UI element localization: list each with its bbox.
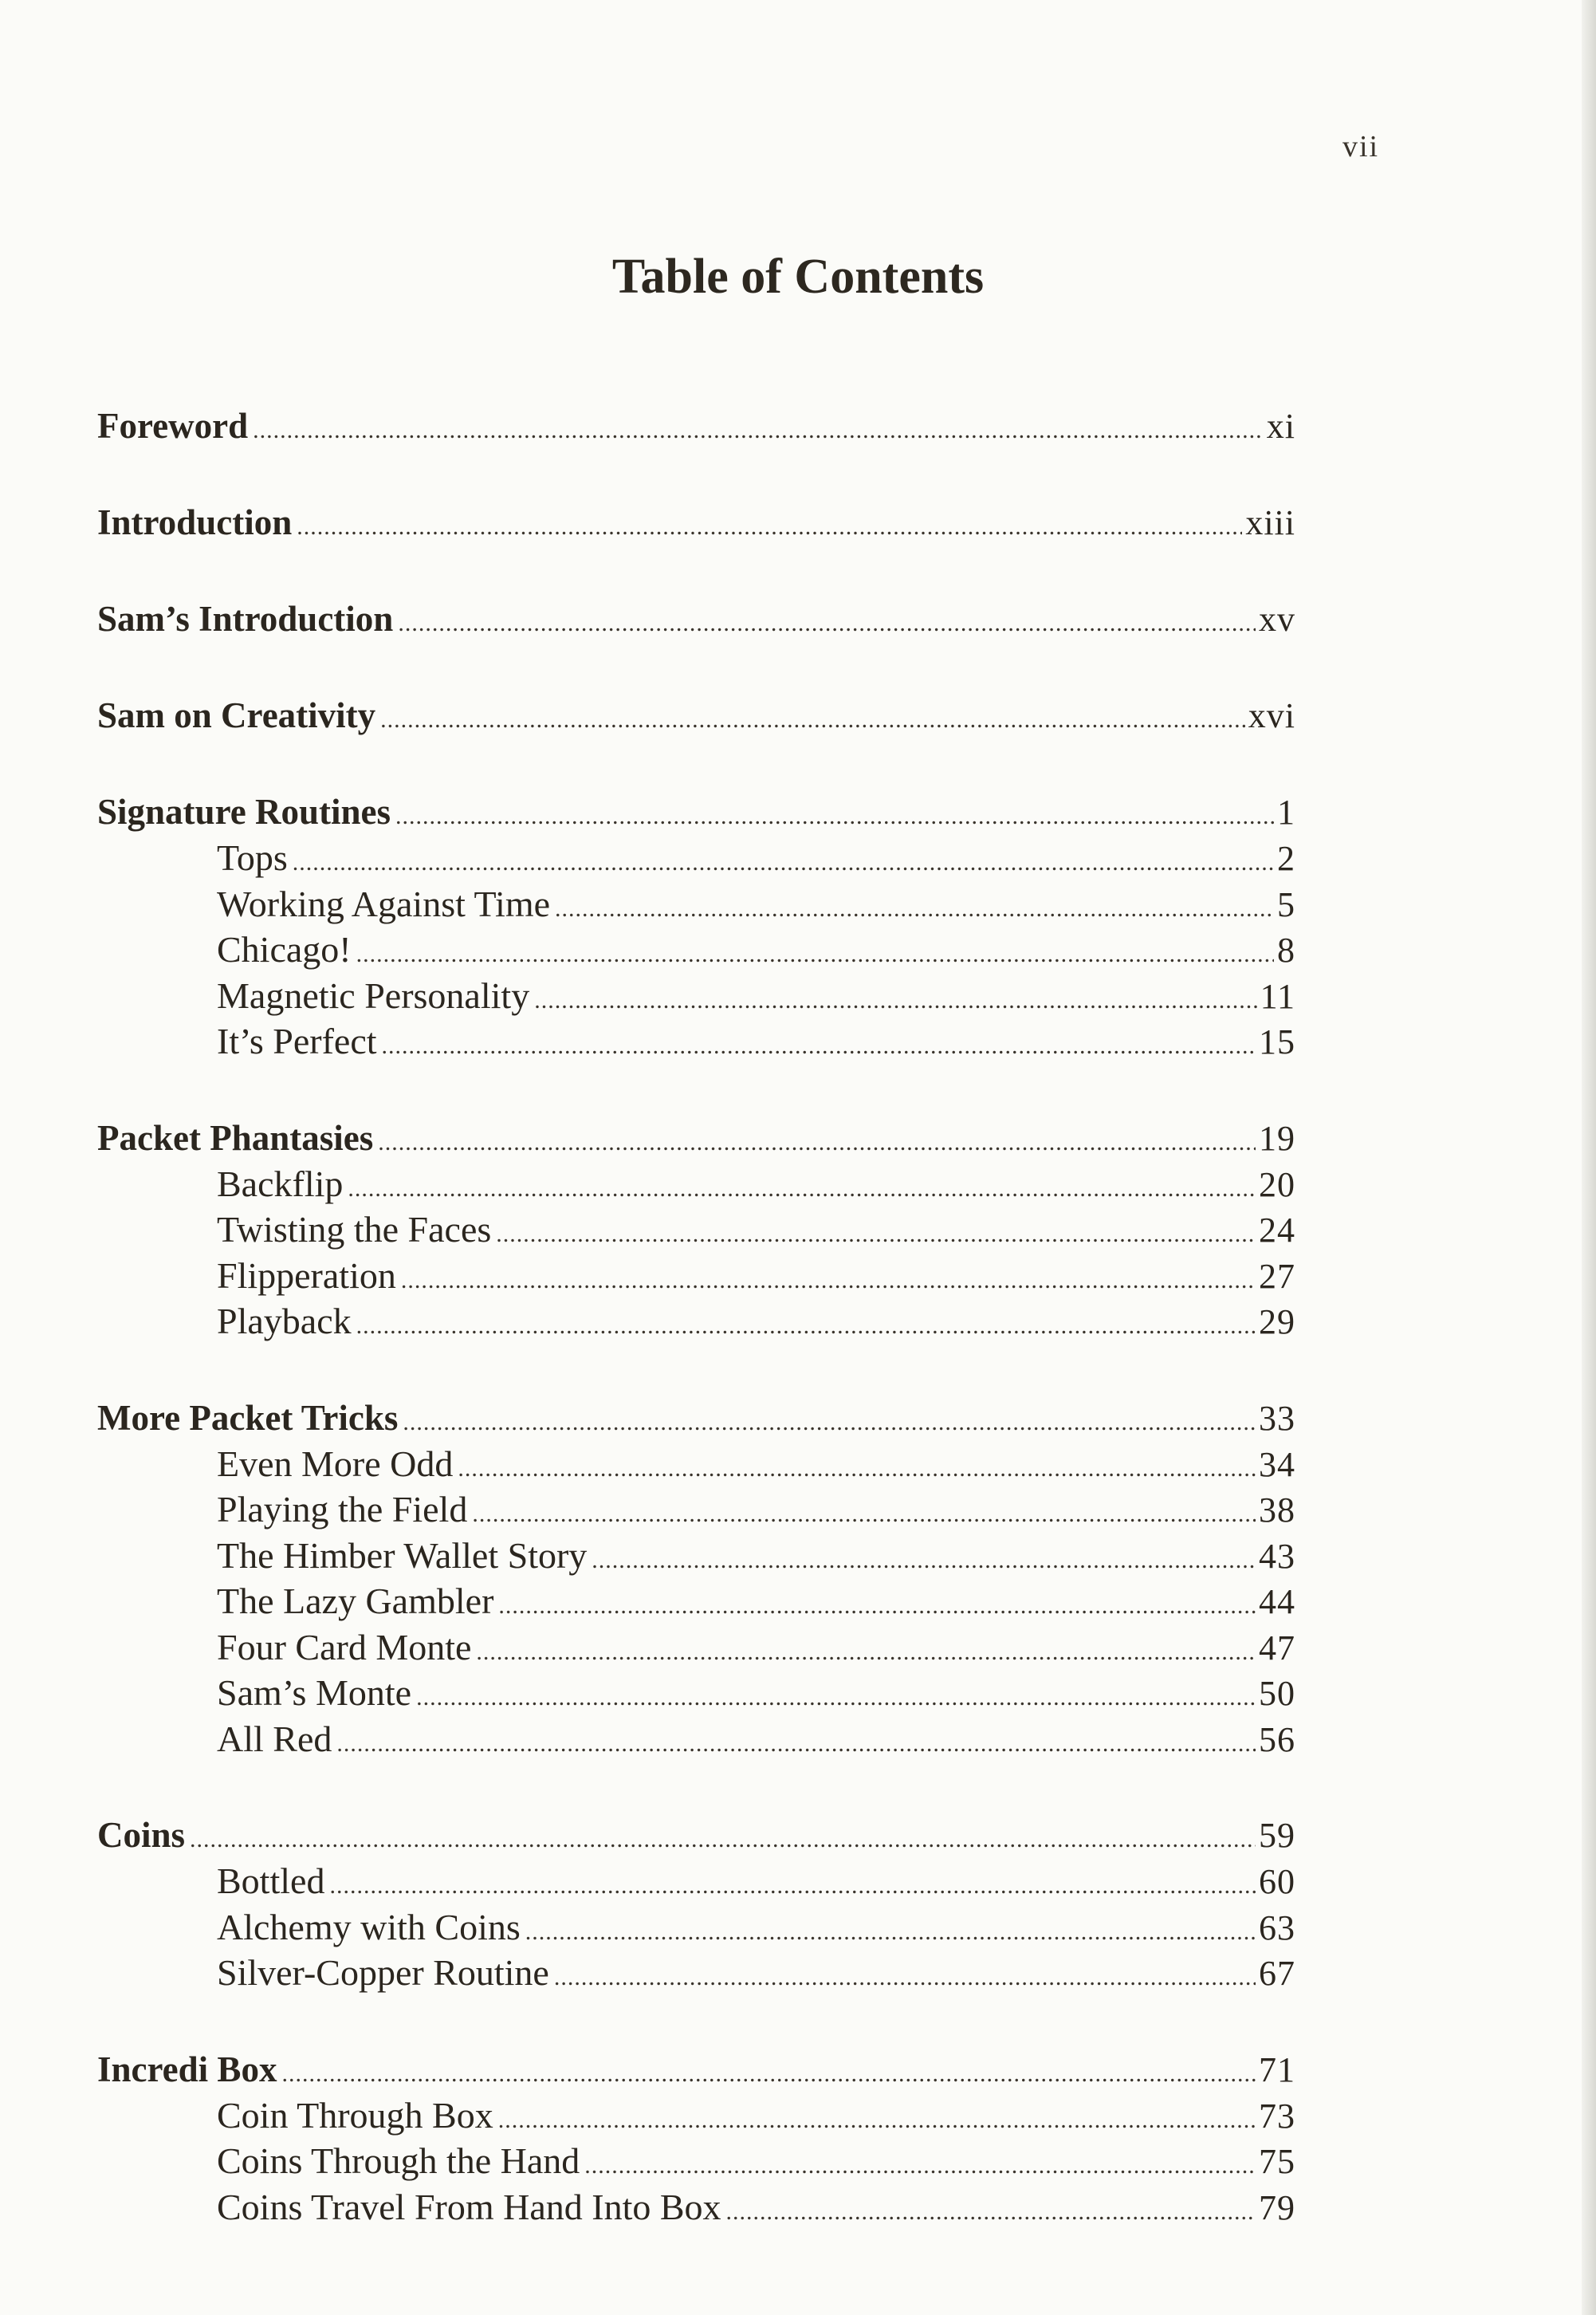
- entry-page-number: 56: [1259, 1719, 1295, 1759]
- entry-title: Working Against Time: [217, 883, 551, 924]
- entry-title: Even More Odd: [217, 1443, 454, 1484]
- entry-page-number: 59: [1259, 1816, 1295, 1855]
- dot-leader: [472, 1486, 1256, 1537]
- toc-entry: [97, 2093, 1295, 2139]
- toc-entry: [97, 2184, 1295, 2230]
- dot-leader: [380, 692, 1245, 743]
- toc-entry: [97, 1207, 1295, 1253]
- toc-entry: [97, 1486, 1295, 1533]
- entry-page-number: 73: [1259, 2096, 1295, 2136]
- dot-leader: [476, 1624, 1256, 1675]
- dot-leader: [555, 881, 1274, 932]
- toc-section-heading: [97, 596, 1295, 642]
- dot-leader: [356, 1298, 1256, 1349]
- dot-leader: [534, 973, 1256, 1024]
- entry-page-number: 79: [1259, 2187, 1295, 2227]
- entry-page-number: 60: [1259, 1862, 1295, 1901]
- entry-title: Coin Through Box: [217, 2094, 493, 2136]
- entry-page-number: 27: [1259, 1256, 1295, 1296]
- dot-leader: [498, 2093, 1256, 2144]
- toc-section: [97, 1395, 1295, 1762]
- entry-title: Tops: [217, 837, 288, 878]
- toc-section: [97, 692, 1295, 738]
- dot-leader: [281, 2046, 1256, 2097]
- entry-page-number: 43: [1259, 1536, 1295, 1576]
- toc-entry: [97, 2138, 1295, 2184]
- toc-section-heading: [97, 789, 1295, 835]
- entry-page-number: xvi: [1248, 696, 1295, 735]
- dot-leader: [584, 2138, 1256, 2189]
- entry-page-number: xv: [1259, 600, 1295, 639]
- entry-page-number: 11: [1260, 976, 1295, 1016]
- dot-leader: [336, 1716, 1256, 1767]
- toc-entry: [97, 1298, 1295, 1345]
- page-number: vii: [1342, 130, 1380, 163]
- toc-section-heading: [97, 1395, 1295, 1441]
- dot-leader: [190, 1812, 1256, 1863]
- entry-page-number: xi: [1266, 407, 1295, 446]
- entry-page-number: 71: [1259, 2049, 1295, 2089]
- toc-entry: [97, 1904, 1295, 1951]
- entry-title: Incredi Box: [97, 2049, 277, 2089]
- toc-section: [97, 596, 1295, 642]
- toc-section: [97, 403, 1295, 449]
- entry-title: Four Card Monte: [217, 1626, 472, 1667]
- dot-leader: [378, 1115, 1256, 1166]
- dot-leader: [356, 927, 1274, 978]
- entry-title: Sam’s Introduction: [97, 599, 394, 639]
- entry-title: Chicago!: [217, 929, 352, 970]
- entry-title: Coins: [97, 1815, 186, 1855]
- entry-page-number: 75: [1259, 2142, 1295, 2181]
- entry-title: Coins Through the Hand: [217, 2140, 580, 2181]
- toc-entry: [97, 1716, 1295, 1762]
- toc-entry: [97, 973, 1295, 1019]
- dot-leader: [293, 835, 1274, 886]
- dot-leader: [498, 1578, 1256, 1629]
- entry-page-number: 67: [1259, 1954, 1295, 1993]
- toc-section: [97, 1812, 1295, 1996]
- dot-leader: [554, 1950, 1256, 2001]
- dot-leader: [395, 789, 1274, 840]
- entry-page-number: 38: [1259, 1490, 1295, 1530]
- dot-leader: [458, 1441, 1256, 1492]
- dot-leader: [253, 403, 1264, 454]
- toc-section: [97, 2046, 1295, 2230]
- dot-leader: [401, 1253, 1256, 1304]
- toc-entry: [97, 835, 1295, 881]
- entry-page-number: 24: [1259, 1211, 1295, 1250]
- entry-page-number: 20: [1259, 1164, 1295, 1204]
- entry-page-number: 5: [1277, 884, 1295, 924]
- entry-page-number: 19: [1259, 1118, 1295, 1158]
- dot-leader: [329, 1858, 1256, 1909]
- table-of-contents: [97, 403, 1295, 2280]
- toc-entry: [97, 1018, 1295, 1065]
- toc-entry: [97, 1858, 1295, 1904]
- entry-title: Silver-Copper Routine: [217, 1952, 549, 1993]
- entry-title: The Himber Wallet Story: [217, 1534, 588, 1576]
- toc-section: [97, 499, 1295, 545]
- entry-page-number: 50: [1259, 1674, 1295, 1713]
- entry-page-number: 63: [1259, 1908, 1295, 1947]
- toc-section-heading: [97, 499, 1295, 545]
- toc-entry: [97, 1624, 1295, 1671]
- entry-title: Sam on Creativity: [97, 695, 376, 735]
- dot-leader: [416, 1670, 1256, 1721]
- dot-leader: [297, 499, 1242, 550]
- toc-entry: [97, 1950, 1295, 1996]
- dot-leader: [382, 1018, 1256, 1069]
- dot-leader: [398, 596, 1256, 647]
- toc-section: [97, 1115, 1295, 1345]
- entry-page-number: 44: [1259, 1582, 1295, 1621]
- toc-section-heading: [97, 2046, 1295, 2093]
- dot-leader: [525, 1904, 1256, 1955]
- dot-leader: [726, 2184, 1256, 2235]
- dot-leader: [592, 1533, 1256, 1584]
- entry-page-number: 8: [1277, 931, 1295, 970]
- entry-page-number: 34: [1259, 1444, 1295, 1484]
- entry-title: Backflip: [217, 1163, 344, 1204]
- toc-section-heading: [97, 1115, 1295, 1161]
- entry-title: Flipperation: [217, 1254, 396, 1296]
- toc-entry: [97, 1441, 1295, 1487]
- entry-title: More Packet Tricks: [97, 1397, 399, 1438]
- page-title: Table of Contents: [611, 250, 985, 304]
- entry-page-number: 2: [1277, 839, 1295, 878]
- toc-section-heading: [97, 403, 1295, 449]
- entry-title: Packet Phantasies: [97, 1117, 374, 1158]
- toc-entry: [97, 1533, 1295, 1579]
- toc-entry: [97, 881, 1295, 927]
- toc-section-heading: [97, 692, 1295, 738]
- dot-leader: [348, 1161, 1256, 1212]
- entry-title: Alchemy with Coins: [217, 1906, 521, 1947]
- entry-page-number: 33: [1259, 1398, 1295, 1438]
- toc-entry: [97, 1578, 1295, 1624]
- dot-leader: [403, 1395, 1256, 1446]
- entry-title: Coins Travel From Hand Into Box: [217, 2186, 721, 2227]
- entry-page-number: 29: [1259, 1302, 1295, 1341]
- entry-title: Bottled: [217, 1860, 325, 1901]
- toc-entry: [97, 1670, 1295, 1716]
- entry-title: Magnetic Personality: [217, 974, 530, 1016]
- entry-title: It’s Perfect: [217, 1021, 377, 1061]
- entry-page-number: xiii: [1245, 503, 1295, 542]
- toc-entry: [97, 1253, 1295, 1299]
- entry-title: Signature Routines: [97, 792, 391, 832]
- page-edge: [1582, 0, 1596, 2315]
- toc-section-heading: [97, 1812, 1295, 1858]
- toc-entry: [97, 927, 1295, 973]
- toc-section: [97, 789, 1295, 1065]
- entry-title: Sam’s Monte: [217, 1672, 412, 1713]
- entry-page-number: 15: [1259, 1022, 1295, 1061]
- dot-leader: [496, 1207, 1256, 1258]
- entry-title: All Red: [217, 1718, 332, 1759]
- entry-title: Foreword: [97, 406, 249, 446]
- entry-page-number: 47: [1259, 1628, 1295, 1667]
- toc-entry: [97, 1161, 1295, 1207]
- entry-page-number: 1: [1277, 793, 1295, 832]
- entry-title: Playing the Field: [217, 1489, 468, 1530]
- entry-title: Twisting the Faces: [217, 1209, 492, 1250]
- entry-title: Playback: [217, 1301, 352, 1341]
- entry-title: Introduction: [97, 502, 293, 542]
- entry-title: The Lazy Gambler: [217, 1581, 494, 1621]
